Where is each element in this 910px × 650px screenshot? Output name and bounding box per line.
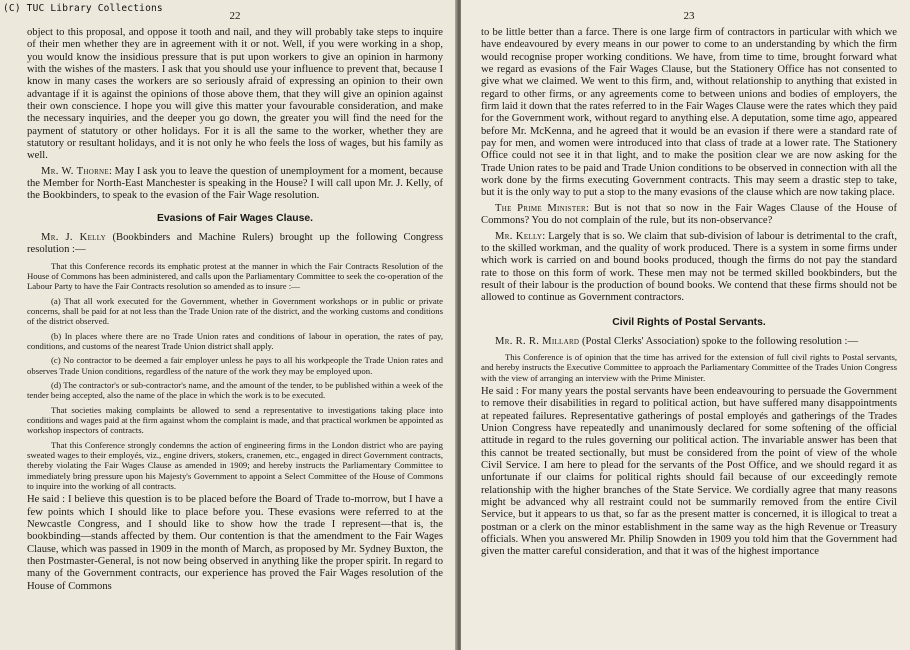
resolution-text: That this Conference strongly condemns the action of engineering firms in the London district who are paying sweated wages to their employés, viz., engine drivers, stokers, cranemen, etc., engaged in direct Government contracts, thereby violating the Fair Wages Clause as amended in 1909; and hereby instructs the Parliamentary Committee to immediately bring pressure upon his Majesty's Government to appoint a Select Committee of the House of Commons to inquire into the working of all contracts. — [27, 439, 443, 492]
body-paragraph: He said : For many years the postal servants have been endeavouring to persuade the Government to remove their disabilities in regard to political action, but have suffered many disappointments at repeated failures. Representative gatherings of postal employés and gatherings of the Trades Union Congress have repeatedly and unanimously declared for some softening of the official attitude in regard to the rules governing our political action. The invariable answer has been that this cannot be treated sectionally, but must be considered from the point of view of the whole Civil Service. I am here to plead for the servants of the Post Office, and we should regard it as unfortunate if our claims for political rights should fail because of our exceedingly remote relationship with the higher branches of the State Service. We cordially agree that many reasons might be advanced why all restraint could not be summarily removed from the entire Civil Service, but it appears to us that, so far as the present matter is concerned, it is illogical to treat a postman or a clerk on the minor establishment in the same way as the high Revenue or Treasury officials. When you answered Mr. Philip Snowden in 1909 you told him that the Government had given the matter careful consideration, and that it was of the highest importance — [481, 385, 897, 558]
resolution-clause: (c) No contractor to be deemed a fair employer unless he pays to all his workpeople the Trade Union rates and observes Trade Union conditions, regardless of the nature of the work they may be employed upon. — [27, 355, 443, 376]
speaker-name: The Prime Minister — [495, 202, 586, 214]
speaker-name: Mr. J. Kelly — [41, 231, 106, 243]
resolution-text: That this Conference records its emphatic protest at the manner in which the Fair Contracts Resolution of the House of Commons has been administered, and calls upon the Parliamentary Committee to seek the co-operation of the Labour Party to have the Fair Contracts resolution so amended as to insure :— — [27, 260, 443, 292]
resolution-clause: (a) That all work executed for the Government, whether in Government workshops or in public or private concerns, shall be paid for at not less than the Trade Union rate of the district, and the working customs and conditions of the district observed. — [27, 295, 443, 327]
speech-paragraph — [27, 232, 443, 257]
speech-text: (Postal Clerks' Association) spoke to the following resolution :— — [579, 335, 859, 347]
body-paragraph: object to this proposal, and oppose it tooth and nail, and they will probably take steps to inquire of their men whether they are in agreement with it or not. Well, if you were working in a shop, you would know the insidious pressure that is put upon workers to give an opinion in harmony with the wishes of the masters. I ask that you should use your influence to prevent that, because I know in many cases the workers are so seriously afraid of expressing an opinion to their own advantage if it is against the opinions of those above them, that they will give an opinion against their own conscience. I hope you will give this matter your favourable consideration, and make the necessary inquiries, and the deeper you go down, the greater you will find the need for the payment of statutory or other holidays. For it is all the same to the worker, whether they are statutory or resultant holidays, and it is not only he who feels the loss of wages, but his family as well. — [27, 27, 443, 162]
speech-paragraph — [481, 336, 897, 348]
body-paragraph: to be little better than a farce. There is one large firm of contractors in particular with which we have endeavoured by every means in our power to come to an understanding by which the firm would recognise proper working conditions. We have, from time to time, brought forward what we regard as evasions of the Fair Wages Clause, but the Stationery Office has not consented to give what we claimed. We went to this firm, and, without relationship to anything that existed in regard to other firms, or any agreements come to between unions and bodies of employers, the firm laid it down that the rates referred to in the Fair Wages Clause were the rates which they paid for the Government work, without regard to anything else. A deputation, some time ago, appeared before Mr. McKenna, and he agreed that it would be an evasion if there were a standard rate of pay for men, and women were introduced into that class of trade at a lower rate. The Stationery Office could not see it in that light, and to make the position clear we are now asking for the Trade Union rates to be paid and Trade Union conditions to be observed in connection with all the work done by the firms executing Government contracts. This may seem a drastic step to take, but it is the only way to put a stop to the many evasions of the clause which are now taking place. — [481, 27, 897, 199]
page-number: 22 — [229, 10, 241, 22]
section-heading: Civil Rights of Postal Servants. — [612, 316, 766, 328]
section-heading: Evasions of Fair Wages Clause. — [156, 212, 314, 224]
right-page — [461, 0, 910, 650]
resolution-text: This Conference is of opinion that the time has arrived for the extension of full civil rights to Postal servants, and hereby instructs the Executive Committee to approach the Parliamentary Committee of the Trades Union Congress with the view of arranging an interview with the Prime Minister. — [481, 351, 897, 383]
speech-text: : May I ask you to leave the question of unemployment for a moment, because the Member for North-East Manchester is speaking in the House? I will call upon Mr. J. Kelly, of the Bookbinders, to speak to the evasion of the Fair Wage resolution. — [27, 165, 444, 202]
resolution-text: That societies making complaints be allowed to send a representative to investigations taking place into conditions and wages paid at the firm against whom the complaint is made, and that practical workmen be appointed as workshop inspectors of contracts. — [27, 404, 443, 436]
speech-paragraph — [27, 166, 443, 203]
speaker-name: Mr. R. R. Millard — [495, 335, 580, 347]
speaker-name: Mr. W. Thorne — [41, 165, 109, 177]
page-number: 23 — [683, 10, 695, 22]
copyright-watermark: (C) TUC Library Collections — [3, 3, 163, 14]
speech-text: (Bookbinders and Machine Rulers) brought up the following Congress resolution :— — [27, 231, 443, 256]
speech-text: : Largely that is so. We claim that sub-division of labour is detrimental to the craft, to the skilled workman, and the quality of work produced. There is a system in some firms under which work is carried on and bound books produced, though the firms do not pay the standard rate to those on this form of work. These men may not be termed skilled bookbinders, but the result of their labour is the production of bound books. We contend that these firms should not be allowed to continue as Government contractors. — [481, 230, 897, 304]
body-paragraph: He said : I believe this question is to be placed before the Board of Trade to-morrow, but I have a few points which I should like to place before you. These evasions were referred to at the Newcastle Congress, and I should like to show how the trade I represent—that is, the bookbinding—stands affected by them. Our contention is that the amendment to the Fair Wages Clause, which was passed in 1909 in the month of March, as proposed by Mr. Sydney Buxton, the then Postmaster-General, is not now being observed in anything like the proper spirit. In regard to many of the Government contracts, our experience has proved the Fair Wages resolution of the House of Commons — [27, 494, 443, 592]
speech-paragraph — [481, 231, 897, 305]
resolution-clause: (b) In places where there are no Trade Union rates and conditions of labour in operation, the rates of pay, conditions, and customs of the nearest Trade Union district shall apply. — [27, 330, 443, 351]
speech-text: : But is not that so now in the Fair Wages Clause of the House of Commons? You do not complain of the rule, but its non-observance? — [481, 202, 897, 227]
resolution-clause: (d) The contractor's or sub-contractor's name, and the amount of the tender, to be published within a week of the tender being accepted, also the name of the place in which the work is to be executed. — [27, 379, 443, 401]
speaker-name: Mr. Kelly — [495, 230, 543, 242]
speech-paragraph — [481, 203, 897, 228]
